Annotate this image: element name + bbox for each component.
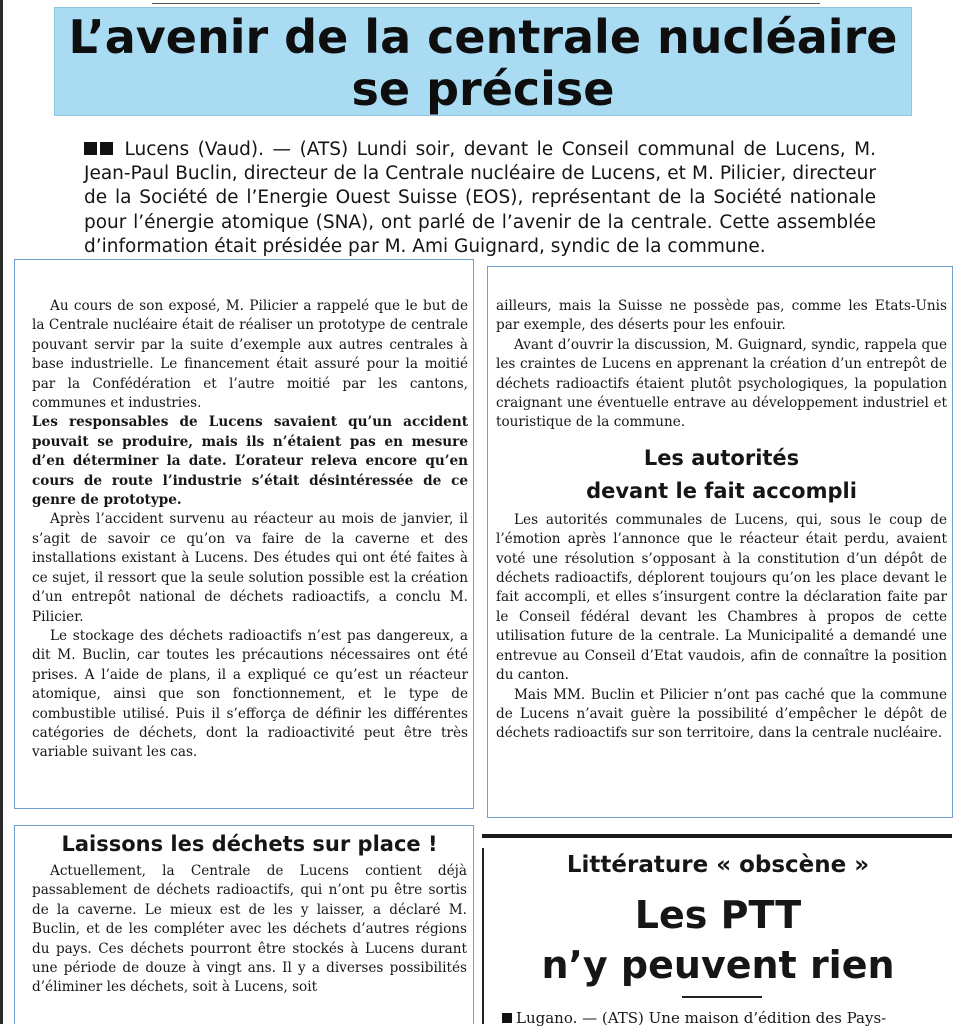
- right-column: [487, 266, 953, 818]
- subheading-laissons: Laissons les déchets sur place !: [61, 832, 438, 856]
- bottom-left-box: [14, 825, 474, 1024]
- headline-line-1: L’avenir de la centrale nucléaire: [68, 10, 898, 64]
- left-paragraph-1: Au cours de son exposé, M. Pilicier a rappelé que le but de la Centrale nucléaire était de réaliser un prototype de centrale pouvant servir par la suite d’exemple aux autres centrales à base industrielle. Le financement était assuré pour la moitié par la Confédération et l’autre moitié par les cantons, communes et industries.: [32, 298, 468, 412]
- bullet-square-icon: [100, 142, 113, 155]
- bullet-square-icon: [84, 142, 97, 155]
- left-column: [14, 259, 474, 809]
- short-divider: [682, 996, 762, 998]
- bottom-paragraph-1: Actuellement, la Centrale de Lucens contient déjà passablement de déchets radioactifs, qui n’ont pu être sortis de la caverne. Le mieux est de les y laisser, a déclaré M. Buclin, et de les compléter avec les déchets d’autres régions du pays. Ces déchets pourront être stockés à Lucens durant une période de douze à vingt ans. Il y a diverses possibilités d’éliminer les déchets, soit à Lucens, soit: [32, 863, 467, 996]
- article-text: [502, 1008, 942, 1028]
- page-edge: [0, 0, 3, 1024]
- subheading-autorites: [496, 442, 947, 508]
- left-paragraph-2-bold: Les responsables de Lucens savaient qu’un accident pouvait se produire, mais ils n’étaient pas en mesure d’en déterminer la date. L’orateur releva encore qu’en cours de route l’industrie s’était désintéressée de ce genre de prototype.: [32, 414, 468, 509]
- bullet-square-icon: [502, 1013, 512, 1023]
- article-headline: [54, 7, 912, 116]
- headline-line-2: se précise: [351, 62, 615, 116]
- lead-paragraph: [84, 138, 876, 259]
- article-kicker: Littérature « obscène »: [566, 852, 870, 878]
- article-text-start: Lugano. — (ATS) Une maison d’édition des Pays-: [516, 1009, 887, 1027]
- article-title-line-2: n’y peuvent rien: [541, 943, 895, 987]
- right-paragraph-1: ailleurs, mais la Suisse ne possède pas, comme les Etats-Unis par exemple, des déserts pour les enfouir.: [496, 298, 947, 334]
- subheading-line-1: Les autorités: [643, 445, 800, 470]
- subheading-line-2: devant le fait accompli: [586, 478, 857, 503]
- article-title-line-1: Les PTT: [634, 893, 802, 937]
- left-paragraph-3: Après l’accident survenu au réacteur au mois de janvier, il s’agit de savoir ce qu’on va faire de la caverne et des installations existant à Lucens. Des études qui ont été faites à ce sujet, il ressort que la seule solution possible est la création d’un entrepôt national de déchets radioactifs, a conclu M. Pilicier.: [32, 511, 468, 625]
- top-rule: [152, 0, 820, 4]
- right-paragraph-4: Mais MM. Buclin et Pilicier n’ont pas caché que la commune de Lucens n’avait guère la possibilité d’empêcher le dépôt de déchets radioactifs sur son territoire, dans la centrale nucléaire.: [496, 686, 947, 742]
- litterature-article: [482, 848, 952, 1027]
- lead-text: Lucens (Vaud). — (ATS) Lundi soir, devant le Conseil communal de Lucens, M. Jean-Paul Buclin, directeur de la Centrale nucléaire de Lucens, et M. Pilicier, directeur de la Société de l’Energie Ouest Suisse (EOS), représentant de la Société nationale pour l’énergie atomique (SNA), ont parlé de l’avenir de la centrale. Cette assemblée d’information était présidée par M. Ami Guignard, syndic de la commune.: [84, 139, 876, 257]
- section-divider: [482, 834, 952, 838]
- article-title: [484, 890, 952, 990]
- right-paragraph-2: Avant d’ouvrir la discussion, M. Guignard, syndic, rappela que les craintes de Lucens en apprenant la création d’un entrepôt de déchets radioactifs étaient plutôt psychologiques, la population craignant une éventuelle entrave au développement industriel et touristique de la commune.: [496, 336, 947, 431]
- left-paragraph-4: Le stockage des déchets radioactifs n’est pas dangereux, a dit M. Buclin, car toutes les précautions nécessaires ont été prises. A l’aide de plans, il a expliqué ce qu’est un réacteur atomique, ainsi que son fonctionnement, et le type de combustible utilisé. Puis il s’efforça de définir les différentes catégories de déchets, dont la radioactivité peut être très variable suivant les cas.: [32, 627, 468, 761]
- right-paragraph-3: Les autorités communales de Lucens, qui, sous le coup de l’émotion après l’annonce que le réacteur était perdu, avaient voté une résolution s’opposant à la constitution d’un dépôt de déchets radioactifs, déplorent toujours qu’on les place devant le fait accompli, et elles s’insurgent contre la déclaration faite par le Conseil fédéral devant les Chambres à propos de cette utilisation future de la centrale. La Municipalité a demandé une entrevue au Conseil d’Etat vaudois, afin de connaître la position du canton.: [496, 511, 947, 684]
